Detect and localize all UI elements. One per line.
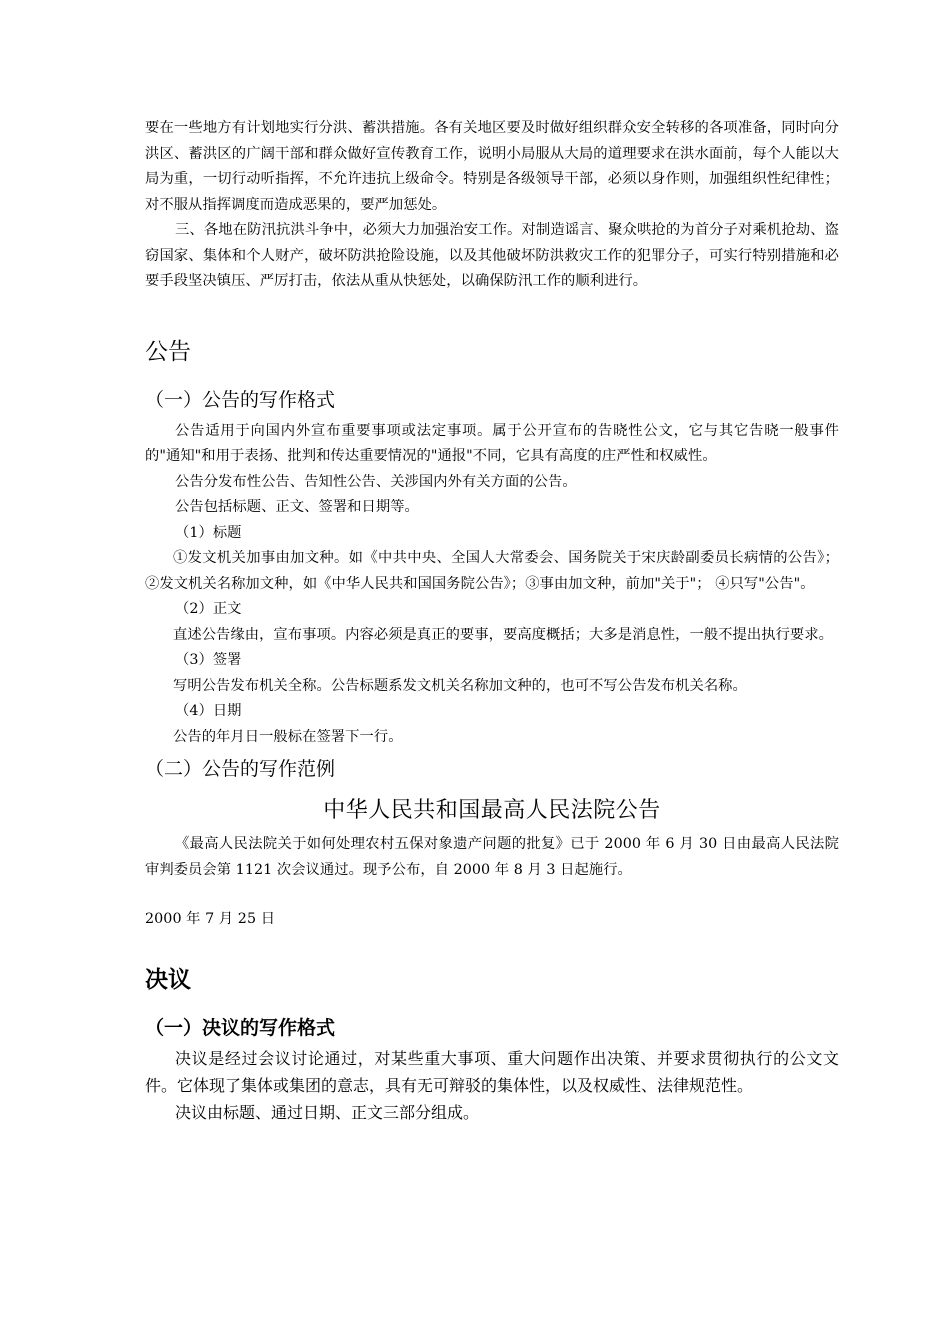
- subheading-resolution-format: （一）决议的写作格式: [145, 1016, 336, 1039]
- list-item-heading: （4）日期: [175, 703, 242, 719]
- section-heading-announcement: 公告: [145, 338, 191, 365]
- list-item-heading: （2）正文: [175, 601, 242, 617]
- subheading-announcement-example: （二）公告的写作范例: [145, 758, 336, 780]
- body-paragraph: 决议是经过会议讨论通过，对某些重大事项、重大问题作出决策、并要求贯彻执行的公文文件。它体现了集体或集团的意志，具有无可辩驳的集体性，以及权威性、法律规范性。: [145, 1048, 839, 1095]
- body-paragraph: 写明公告发布机关全称。公告标题系发文机关名称加文种的，也可不写公告发布机关名称。: [173, 677, 747, 694]
- section-heading-resolution: 决议: [145, 966, 191, 993]
- document-page: [145, 116, 839, 1126]
- body-paragraph: 三、各地在防汛抗洪斗争中，必须大力加强治安工作。对制造谣言、聚众哄抢的为首分子对乘机抢劫、盗窃国家、集体和个人财产，破坏防洪抢险设施，以及其他破坏防洪救灾工作的犯罪分子，可实行特别措施和必要手段坚决镇压、严厉打击，依法从重从快惩处，以确保防汛工作的顺利进行。: [145, 222, 839, 289]
- example-date: 2000 年 7 月 25 日: [145, 911, 276, 927]
- list-item-heading: （1）标题: [175, 524, 242, 541]
- example-body: 《最高人民法院关于如何处理农村五保对象遗产问题的批复》已于 2000 年 6 月 30 日由最高人民法院审判委员会第 1121 次会议通过。现予公布，自 2000 年 8 月 3 日起施行。: [145, 836, 839, 878]
- body-paragraph: 公告包括标题、正文、签署和日期等。: [175, 499, 419, 515]
- body-paragraph: 决议由标题、通过日期、正文三部分组成。: [175, 1102, 480, 1122]
- body-paragraph: ①发文机关加事由加文种。如《中共中央、全国人大常委会、国务院关于宋庆龄副委员长病情的公告》；②发文机关名称加文种，如《中华人民共和国国务院公告》；③事由加文种，前加"关于"； ④只写"公告"。: [145, 550, 839, 592]
- list-item-heading: （3）签署: [175, 652, 242, 668]
- body-paragraph: 公告的年月日一般标在签署下一行。: [173, 728, 403, 745]
- body-paragraph: 直述公告缘由，宣布事项。内容必须是真正的要事，要高度概括；大多是消息性，一般不提出执行要求。: [173, 626, 833, 643]
- body-paragraph: 公告适用于向国内外宣布重要事项或法定事项。属于公开宣布的告晓性公文，它与其它告晓一般事件的"通知"和用于表扬、批判和传达重要情况的"通报"不同，它具有高度的庄严性和权威性。: [145, 422, 839, 464]
- subheading-announcement-format: （一）公告的写作格式: [145, 388, 336, 411]
- body-paragraph: 要在一些地方有计划地实行分洪、蓄洪措施。各有关地区要及时做好组织群众安全转移的各项准备，同时向分洪区、蓄洪区的广阔干部和群众做好宣传教育工作，说明小局服从大局的道理要求在洪水面前，每个人能以大局为重，一切行动听指挥，不允许违抗上级命令。特别是各级领导干部，必须以身作则，加强组织性纪律性；对不服从指挥调度而造成恶果的，要严加惩处。: [145, 120, 839, 213]
- body-paragraph: 公告分发布性公告、告知性公告、关涉国内外有关方面的公告。: [175, 473, 577, 490]
- example-title: 中华人民共和国最高人民法院公告: [323, 798, 661, 823]
